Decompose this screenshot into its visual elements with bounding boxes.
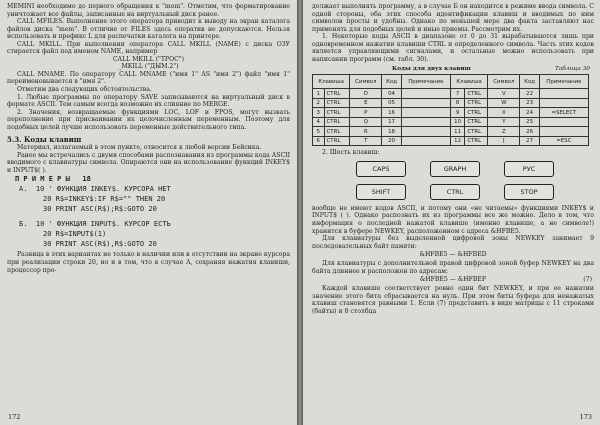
keys-illustration: [356, 161, 594, 200]
paragraph: Ранее мы встречались с двумя способами распознавания из программы кода ASCII вводимого с клавиатуры символа. Опираются они на использование функций INKEY$ и INPUT$( ).: [7, 151, 290, 174]
table-header-row: [313, 75, 589, 89]
table-header: Код: [520, 75, 539, 89]
table-label: Таблица 30: [554, 66, 590, 73]
table-cell: 23: [520, 98, 539, 108]
table-cell: CTRL: [465, 117, 488, 127]
table-cell: 25: [520, 117, 539, 127]
table-cell: 4: [313, 117, 325, 127]
formula: &HFBE5 — &HFBEF: [419, 276, 487, 284]
table-cell: [539, 89, 588, 99]
table-cell: P: [350, 108, 382, 118]
table-cell: T: [350, 136, 382, 146]
table-row: [313, 89, 589, 99]
table-cell: Y: [488, 117, 520, 127]
table-cell: 11: [450, 127, 464, 137]
left-page: [0, 0, 297, 425]
table-cell: CTRL: [324, 136, 350, 146]
table-cell: 12: [450, 136, 464, 146]
table-row: [313, 136, 589, 146]
table-cell: [539, 117, 588, 127]
table-cell: [401, 98, 450, 108]
table-cell: CTRL: [465, 136, 488, 146]
paragraph: Каждой клавише соответствует ровно один бит NEWKEY, и при ее нажатии значение этого бита сбрасывается на нуль. При этом биты буфера для ненажатых клавиш становятся равными 1. Если (7) представить в виде матрицы с 11 строками (байты) и 8 столбца: [312, 285, 594, 315]
formula-number: (7): [583, 276, 592, 284]
paragraph: MEMINI необходимо до первого обращения к "mem". Отметим, что форматирование уничтожает все файлы, записанные на виртуальный диск ранее.: [7, 3, 290, 18]
table-header: Примечание: [539, 75, 588, 89]
table-caption: [312, 65, 594, 73]
section-heading: 5.3. Коды клавиш: [7, 135, 82, 145]
table-cell: V: [488, 89, 520, 99]
table-cell: 20: [382, 136, 401, 146]
table-cell: 05: [382, 98, 401, 108]
table-cell: [401, 108, 450, 118]
table-cell: CTRL: [465, 108, 488, 118]
table-cell: 6: [313, 136, 325, 146]
table-cell: CTRL: [324, 89, 350, 99]
paragraph: Отметим два следующих обстоятельства.: [17, 86, 152, 94]
table-cell: 24: [520, 108, 539, 118]
table-cell: [401, 117, 450, 127]
table-cell: [: [488, 136, 520, 146]
code-line: А. 10 ' ФУНКЦИЯ INKEY$. КУРСОРА НЕТ: [19, 185, 171, 194]
code-line: 20 R$=INKEY$:IF R$="" THEN 20: [43, 195, 166, 204]
paragraph: Разница в этих вариантах не только в наличии или в отсутствии на экране курсора при реализации строки 20, но и в том, что в случае А, сохраняя нажатия клавиши, процессор про-: [7, 251, 290, 274]
table-cell: [401, 89, 450, 99]
table-cell: [539, 127, 588, 137]
table-row: [313, 117, 589, 127]
page-number: 173: [579, 413, 592, 421]
table-cell: CTRL: [324, 127, 350, 137]
table-cell: CTRL: [465, 98, 488, 108]
table-cell: CTRL: [324, 108, 350, 118]
table-cell: 16: [382, 108, 401, 118]
table-cell: 8: [450, 98, 464, 108]
key-codes-table: [312, 74, 589, 146]
paragraph: 1. Любые программы по оператору SAVE записываются на виртуальный диск в формате ASCII. Тем самым всегда возможно их слияние по MERGE.: [7, 93, 290, 109]
table-cell: R: [350, 127, 382, 137]
table-cell: =SELECT: [539, 108, 588, 118]
paragraph: Для клавиатуры с дополнительной правой цифровой зоной буфер NEWKEY на два байта длиннее и расположен по адресам:: [312, 260, 594, 275]
paragraph: 1. Некоторые коды ASCII в диапазоне от 0 до 31 вырабатываются лишь при одновременном нажатии клавиши CTRL и определенного символа. Часть этих кодов является управляющими сигналами, и остальные можно использовать при написании программ (см. табл. 30).: [312, 33, 594, 63]
table-cell: X: [488, 108, 520, 118]
key-stop: STOP: [504, 184, 554, 200]
code-line: 30 PRINT ASC(R$);R$:GOTO 20: [43, 205, 157, 214]
paragraph: CALL MKILL. При выполнении оператора CALL MKILL (NAME) с диска ОЗУ стирается файл под именем NAME, например: [7, 40, 290, 56]
table-cell: CTRL: [465, 89, 488, 99]
table-cell: 1: [313, 89, 325, 99]
table-title: Коды для двух клавиш: [392, 66, 471, 73]
table-cell: 3: [313, 108, 325, 118]
table-header: Клавиша: [313, 75, 350, 89]
paragraph: Материал, излагаемый в этом пункте, относится к любой версии Бейсика.: [17, 144, 262, 152]
right-page: [303, 0, 600, 425]
table-header: Клавиша: [450, 75, 487, 89]
key-rus: РУС: [504, 161, 554, 177]
paragraph: вообще не имеют кодов ASCII, и потому они «не читаемы» функциями INKEY$ и INPUT$ ( ). Однако распознать их из программы все же можно. Дело в том, что информация о последней нажатой клавише (именно клавише, а не символе!) хранится в буфере NEWKEY, расположенном с адреса &HFBE5.: [312, 204, 594, 235]
code-line: _MKILL ("ДЫМ.2"): [118, 63, 179, 71]
code-line: Б. 10 ' ФУНКЦИЯ INPUT$. КУРСОР ЕСТЬ: [19, 220, 171, 229]
code-line: 20 R$=INPUT$(1): [43, 230, 107, 239]
table-cell: 22: [520, 89, 539, 99]
paragraph: CALL MNAME. По оператору CALL MNAME ("имя 1" AS "имя 2") файл "имя 1" переименовывается в "имя 2".: [7, 70, 290, 86]
table-header: Код: [382, 75, 401, 89]
table-cell: W: [488, 98, 520, 108]
table-cell: 5: [313, 127, 325, 137]
table-cell: 26: [520, 127, 539, 137]
table-cell: Q: [350, 117, 382, 127]
table-cell: 7: [450, 89, 464, 99]
table-cell: Z: [488, 127, 520, 137]
table-cell: CTRL: [324, 98, 350, 108]
table-cell: [401, 127, 450, 137]
table-cell: 04: [382, 89, 401, 99]
table-cell: 9: [450, 108, 464, 118]
table-cell: 17: [382, 117, 401, 127]
table-row: [313, 108, 589, 118]
table-cell: 10: [450, 117, 464, 127]
table-header: Символ: [488, 75, 520, 89]
paragraph: 2. Значения, возвращаемые функциями LOC, LOF и FPOS, могут вызвать переполнение при присваивании их целочисленным переменным. Поэтому для подобных целей лучше использовать переменные действительного типа.: [7, 108, 290, 131]
table-cell: CTRL: [465, 127, 488, 137]
table-cell: CTRL: [324, 117, 350, 127]
key-graph: GRAPH: [430, 161, 480, 177]
table-cell: =ESC: [539, 136, 588, 146]
table-cell: D: [350, 89, 382, 99]
code-line: 30 PRINT ASC(R$),R$:GOTO 20: [43, 240, 157, 249]
paragraph: должает выполнять программу, а в случае Б он находится в режиме ввода символа. С одной стороны, оба этих способа идентификации клавиш и вводимых по ним символов просты и удобны. Однако по меньшей мере два факта заставляют нас применять для подобных целей и иные приемы. Рассмотрим их.: [312, 3, 594, 33]
table-cell: [401, 136, 450, 146]
formula-row: [312, 275, 594, 285]
key-caps: CAPS: [356, 161, 406, 177]
table-row: [313, 127, 589, 137]
table-header: Символ: [350, 75, 382, 89]
key-shift: SHIFT: [356, 184, 406, 200]
examples-heading: П Р И М Е Р Ы 18: [15, 175, 91, 184]
code-line: CALL MKILL ("ТРОС"): [112, 55, 185, 63]
formula: &HFBE5 — &HFBED: [419, 251, 487, 259]
table-cell: 27: [520, 136, 539, 146]
paragraph: 2. Шесть клавиш:: [322, 149, 380, 157]
table-row: [313, 98, 589, 108]
paragraph: CALL MFILES. Выполнение этого оператора приводит к выводу на экран каталога файлов диска "mem". В отличие от FILES здесь оператив не допускаются. Нельзя использовать и префикс L для распечатки каталога на принтере.: [7, 18, 290, 41]
table-cell: 2: [313, 98, 325, 108]
table-cell: 18: [382, 127, 401, 137]
key-ctrl: CTRL: [430, 184, 480, 200]
table-cell: E: [350, 98, 382, 108]
table-cell: [539, 98, 588, 108]
paragraph: Для клавиатуры без выделенной цифровой зоны NEWKEY занимает 9 последовательных байт памяти:: [312, 235, 594, 250]
table-header: Примечание: [401, 75, 450, 89]
page-number: 172: [8, 413, 21, 421]
